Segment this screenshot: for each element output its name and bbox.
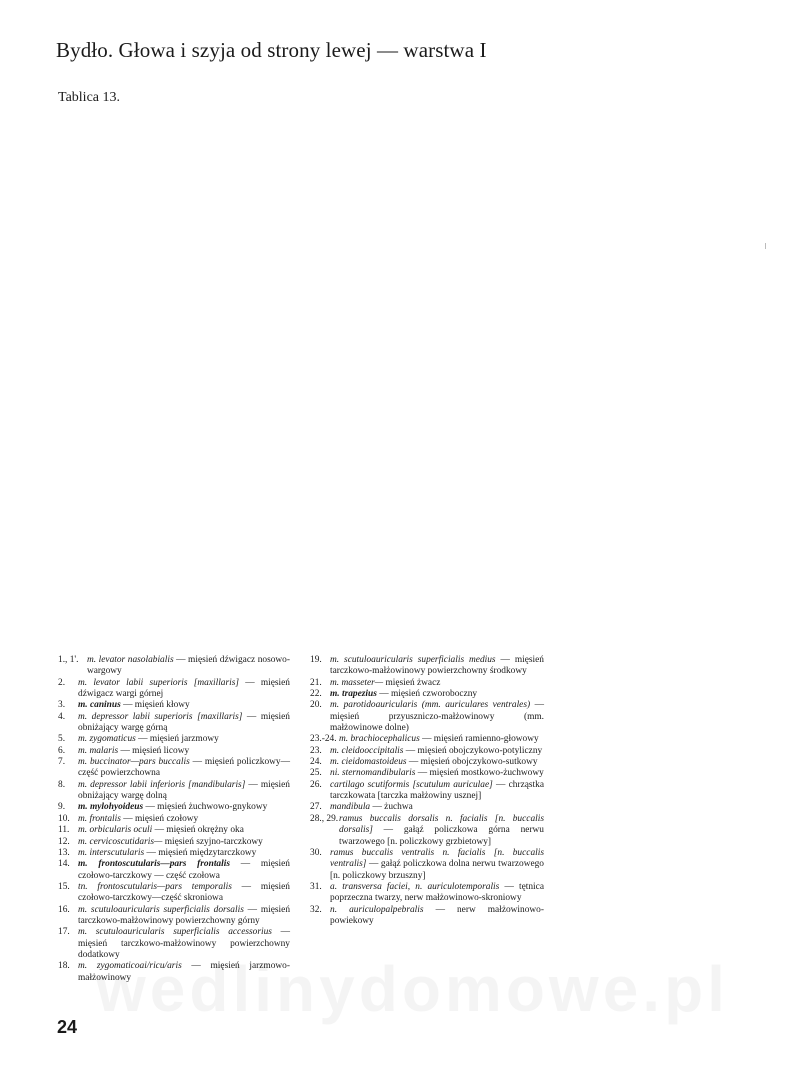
legend-entry-text bbox=[78, 780, 290, 803]
legend-entry bbox=[310, 882, 544, 905]
latin-term: m. orbicularis oculi bbox=[78, 825, 153, 836]
legend-entry-number: 30. bbox=[310, 847, 322, 858]
legend-entry-number: 6. bbox=[58, 745, 66, 756]
polish-term: mięsień żwacz bbox=[383, 677, 441, 688]
latin-term: m. scutuloauricularis superficialis accessorius bbox=[78, 927, 272, 938]
polish-term: — gałąź policzkowa górna nerwu twarzowego [n. policzkowy grzbietowy] bbox=[339, 825, 544, 847]
polish-term: mięsień szyjno-tarczkowy bbox=[162, 836, 263, 847]
legend-entry-text bbox=[78, 837, 290, 848]
legend-entry bbox=[58, 882, 290, 905]
legend-entry-number: 7. bbox=[58, 757, 66, 768]
legend-entry-number: 32. bbox=[310, 904, 322, 915]
polish-term: — mięsień czworoboczny bbox=[376, 689, 478, 700]
latin-term: m. zygomaticus bbox=[78, 734, 136, 745]
legend-entry bbox=[310, 802, 544, 813]
legend-entry-number: 13. bbox=[58, 847, 70, 858]
latin-term: m. cieidomastoideus bbox=[330, 757, 407, 768]
legend-entry bbox=[310, 678, 544, 689]
legend-entry bbox=[58, 780, 290, 803]
legend-left-column bbox=[58, 655, 290, 984]
polish-term: — mięsień międzytarczkowy bbox=[144, 847, 257, 858]
legend-entry-text bbox=[78, 825, 290, 836]
latin-term: m. interscutularis bbox=[78, 847, 145, 858]
scan-speck bbox=[765, 243, 766, 249]
legend-entry bbox=[310, 780, 544, 803]
polish-term: — mięsień dźwigacz nosowo-wargowy bbox=[87, 655, 290, 677]
legend-entry-number: 5. bbox=[58, 734, 66, 745]
legend-entry-text bbox=[330, 757, 544, 768]
legend-entry bbox=[58, 859, 290, 882]
polish-term: — mięsień czołowo-tarczkowy — część czołowa bbox=[78, 859, 290, 881]
legend-entry-number: 15. bbox=[58, 881, 70, 892]
legend-entry-text bbox=[330, 746, 544, 757]
legend-entry-number: 24. bbox=[310, 757, 322, 768]
legend-entry-text bbox=[330, 689, 544, 700]
polish-term: — mięsień obojczykowo-sutkowy bbox=[406, 757, 538, 768]
legend-entry-number: 10. bbox=[58, 813, 70, 824]
legend-entry bbox=[58, 678, 290, 701]
legend-entry-text bbox=[330, 905, 544, 928]
page-number: 24 bbox=[57, 1017, 78, 1037]
legend-entry-text bbox=[330, 780, 544, 803]
latin-term: m. caninus bbox=[78, 700, 121, 711]
page-title: Bydło. Głowa i szyja od strony lewej — warstwa I bbox=[56, 38, 487, 62]
latin-term: m. frontoscutularis—pars frontalis bbox=[78, 859, 230, 870]
legend-entry bbox=[310, 700, 544, 734]
legend-entry-number: 21. bbox=[310, 677, 322, 688]
plate-label: Tablica 13. bbox=[58, 90, 120, 105]
legend-entry-text bbox=[78, 734, 290, 745]
legend-entry bbox=[58, 746, 290, 757]
legend-entry-text bbox=[78, 746, 290, 757]
legend-right-column bbox=[310, 655, 544, 927]
polish-term: — mięsień obojczykowo-potyliczny bbox=[403, 745, 543, 756]
legend-entry-text bbox=[339, 734, 544, 745]
legend-entry bbox=[58, 734, 290, 745]
latin-term: n. auriculopalpebralis bbox=[330, 904, 424, 915]
latin-term: m. levator labii superioris [maxillaris] bbox=[78, 677, 240, 688]
latin-term: m. trapezius bbox=[330, 689, 377, 700]
legend-entry-text bbox=[339, 814, 544, 848]
legend-entry-number: 1., 1'. bbox=[58, 655, 79, 665]
latin-term: m. depressor labii inferioris [mandibularis] bbox=[78, 779, 246, 790]
polish-term: — mięsień tarczkowo-małżowinowy powierzchowny górny bbox=[78, 904, 291, 926]
polish-term: — nerw małżowinowo-powiekowy bbox=[330, 904, 544, 926]
legend-entry bbox=[58, 700, 290, 711]
polish-term: — mięsień jarzmowo-małżowinowy bbox=[78, 961, 290, 983]
legend-entry-text bbox=[330, 802, 544, 813]
legend-entry-text bbox=[78, 757, 290, 780]
latin-term: m. scutuloauricularis superficialis medius bbox=[330, 655, 496, 665]
polish-term: — mięsień dźwigacz wargi górnej bbox=[78, 677, 290, 700]
legend-entry-number: 2. bbox=[58, 677, 66, 688]
legend-entry-number: 14. bbox=[58, 859, 70, 870]
latin-term: m. masseter— bbox=[330, 677, 384, 688]
polish-term: — mięsień przyuszniczo-małżowinowy (mm. małżowinowe dolne) bbox=[330, 700, 545, 734]
legend-entry bbox=[310, 689, 544, 700]
legend-entry bbox=[310, 757, 544, 768]
legend-entry bbox=[58, 848, 290, 859]
legend-entry-text bbox=[78, 905, 290, 928]
polish-term: — mięsień policzkowy—część powierzchowna bbox=[78, 757, 290, 779]
latin-term: m. scutuloauricularis superficialis dorsalis bbox=[78, 904, 244, 915]
legend-entry bbox=[58, 712, 290, 735]
legend-entry-number: 4. bbox=[58, 711, 66, 722]
legend-entry-number: 17. bbox=[58, 927, 70, 938]
legend-entry-number: 8. bbox=[58, 779, 66, 790]
latin-term: ramus buccalis ventralis n. facialis [n. buccalis ventralis] bbox=[330, 847, 544, 870]
legend-entry-number: 18. bbox=[58, 961, 70, 972]
polish-term: — mięsień czołowo-tarczkowy—część skroniowa bbox=[78, 881, 290, 904]
legend-entry-number: 16. bbox=[58, 904, 70, 915]
latin-term: ramus buccalis dorsalis n. facialis [n. buccalis dorsalis] bbox=[339, 813, 544, 836]
legend-entry-text bbox=[78, 700, 290, 711]
legend-entry-number: 28., 29. bbox=[310, 813, 339, 824]
latin-term: m. frontalis bbox=[78, 813, 121, 824]
polish-term: — chrząstka tarczkowata [tarczka małżowiny usznej] bbox=[330, 779, 544, 802]
latin-term: tn. frontoscutularis—pars temporalis bbox=[78, 881, 232, 892]
legend-entry-text bbox=[330, 768, 544, 779]
polish-term: — mięsień obniżający wargę górną bbox=[78, 711, 290, 734]
polish-term: — gałąź policzkowa dolna nerwu twarzowego [n. policzkowy brzuszny] bbox=[330, 859, 544, 881]
legend-entry bbox=[58, 655, 290, 678]
polish-term: — mięsień jarzmowy bbox=[135, 734, 219, 745]
polish-term: — mięsień tarczkowo-małżowinowy powierzchowny dodatkowy bbox=[78, 927, 291, 960]
legend-entry-text bbox=[330, 678, 544, 689]
legend-entry-text bbox=[87, 655, 290, 678]
latin-term: m. cervicoscutidaris— bbox=[78, 836, 163, 847]
legend-entry-number: 25. bbox=[310, 768, 322, 779]
polish-term: — tętnica poprzeczna twarzy, nerw małżowinowo-skroniowy bbox=[330, 881, 544, 904]
legend-entry bbox=[310, 655, 544, 678]
legend-entry bbox=[58, 905, 290, 928]
legend-entry-number: 22. bbox=[310, 689, 322, 700]
latin-term: m. depressor labii superioris [maxillaris] bbox=[78, 711, 243, 722]
legend-entry-text bbox=[78, 848, 290, 859]
legend-entry bbox=[310, 814, 544, 848]
legend-entry-text bbox=[78, 712, 290, 735]
legend-entry bbox=[58, 757, 290, 780]
legend-entry-text bbox=[78, 859, 290, 882]
latin-term: cartilago scutiformis [scutulum auriculae] bbox=[330, 779, 493, 790]
polish-term: — mięsień kłowy bbox=[120, 700, 190, 711]
legend-entry-number: 26. bbox=[310, 779, 322, 790]
legend-entry-text bbox=[78, 678, 290, 701]
polish-term: — mięsień licowy bbox=[118, 745, 190, 756]
legend-entry-text bbox=[78, 802, 290, 813]
legend-entry bbox=[58, 837, 290, 848]
legend-entry-number: 19. bbox=[310, 655, 322, 665]
watermark bbox=[96, 952, 729, 1026]
legend-entry-text bbox=[330, 882, 544, 905]
legend-entry-number: 31. bbox=[310, 881, 322, 892]
legend-entry-text bbox=[78, 814, 290, 825]
legend-entry-text bbox=[330, 700, 544, 734]
legend-entry bbox=[310, 848, 544, 882]
latin-term: m. cleidooccipitalis bbox=[330, 745, 404, 756]
latin-term: ni. sternomandibularis bbox=[330, 768, 416, 779]
legend-entry-number: 11. bbox=[58, 825, 70, 836]
legend-entry bbox=[58, 814, 290, 825]
latin-term: m. levator nasolabialis bbox=[87, 655, 174, 665]
latin-term: m. mylohyoideus bbox=[78, 802, 144, 813]
legend-entry bbox=[310, 905, 544, 928]
polish-term: — mięsień mostkowo-żuchwowy bbox=[415, 768, 544, 779]
legend-entry-number: 27. bbox=[310, 802, 322, 813]
legend-entry-text bbox=[330, 848, 544, 882]
legend-entry-text bbox=[330, 655, 544, 678]
polish-term: — mięsień okrężny oka bbox=[152, 825, 244, 836]
legend-entry-number: 12. bbox=[58, 836, 70, 847]
legend-entry bbox=[310, 768, 544, 779]
latin-term: a. transversa faciei, n. auriculotemporalis bbox=[330, 881, 500, 892]
polish-term: — mięsień ramienno-głowowy bbox=[419, 734, 539, 745]
legend-entry-number: 9. bbox=[58, 802, 66, 813]
polish-term: — mięsień czołowy bbox=[120, 813, 199, 824]
legend-entry-text bbox=[78, 882, 290, 905]
legend-entry bbox=[58, 825, 290, 836]
legend-entry-number: 23. bbox=[310, 745, 322, 756]
legend-entry-number: 3. bbox=[58, 700, 66, 711]
latin-term: m. buccinator—pars buccalis bbox=[78, 757, 190, 768]
polish-term: — mięsień żuchwowo-gnykowy bbox=[143, 802, 268, 813]
polish-term: — żuchwa bbox=[370, 802, 413, 813]
legend-entry bbox=[310, 746, 544, 757]
latin-term: m. malaris bbox=[78, 745, 119, 756]
latin-term: m. parotidoauricularis (mm. auriculares ventrales) bbox=[330, 700, 531, 711]
legend-entry bbox=[58, 802, 290, 813]
legend-entry bbox=[310, 734, 544, 745]
legend-entry-number: 23.-24. bbox=[310, 734, 337, 745]
latin-term: mandibula bbox=[330, 802, 371, 813]
latin-term: m. zygomaticoai/ricu/aris bbox=[78, 961, 182, 972]
polish-term: — mięsień tarczkowo-małżowinowy powierzchowny środkowy bbox=[330, 655, 544, 677]
latin-term: m. brachiocephalicus bbox=[339, 734, 420, 745]
polish-term: — mięsień obniżający wargę dolną bbox=[78, 779, 290, 802]
legend-entry-number: 20. bbox=[310, 700, 322, 711]
